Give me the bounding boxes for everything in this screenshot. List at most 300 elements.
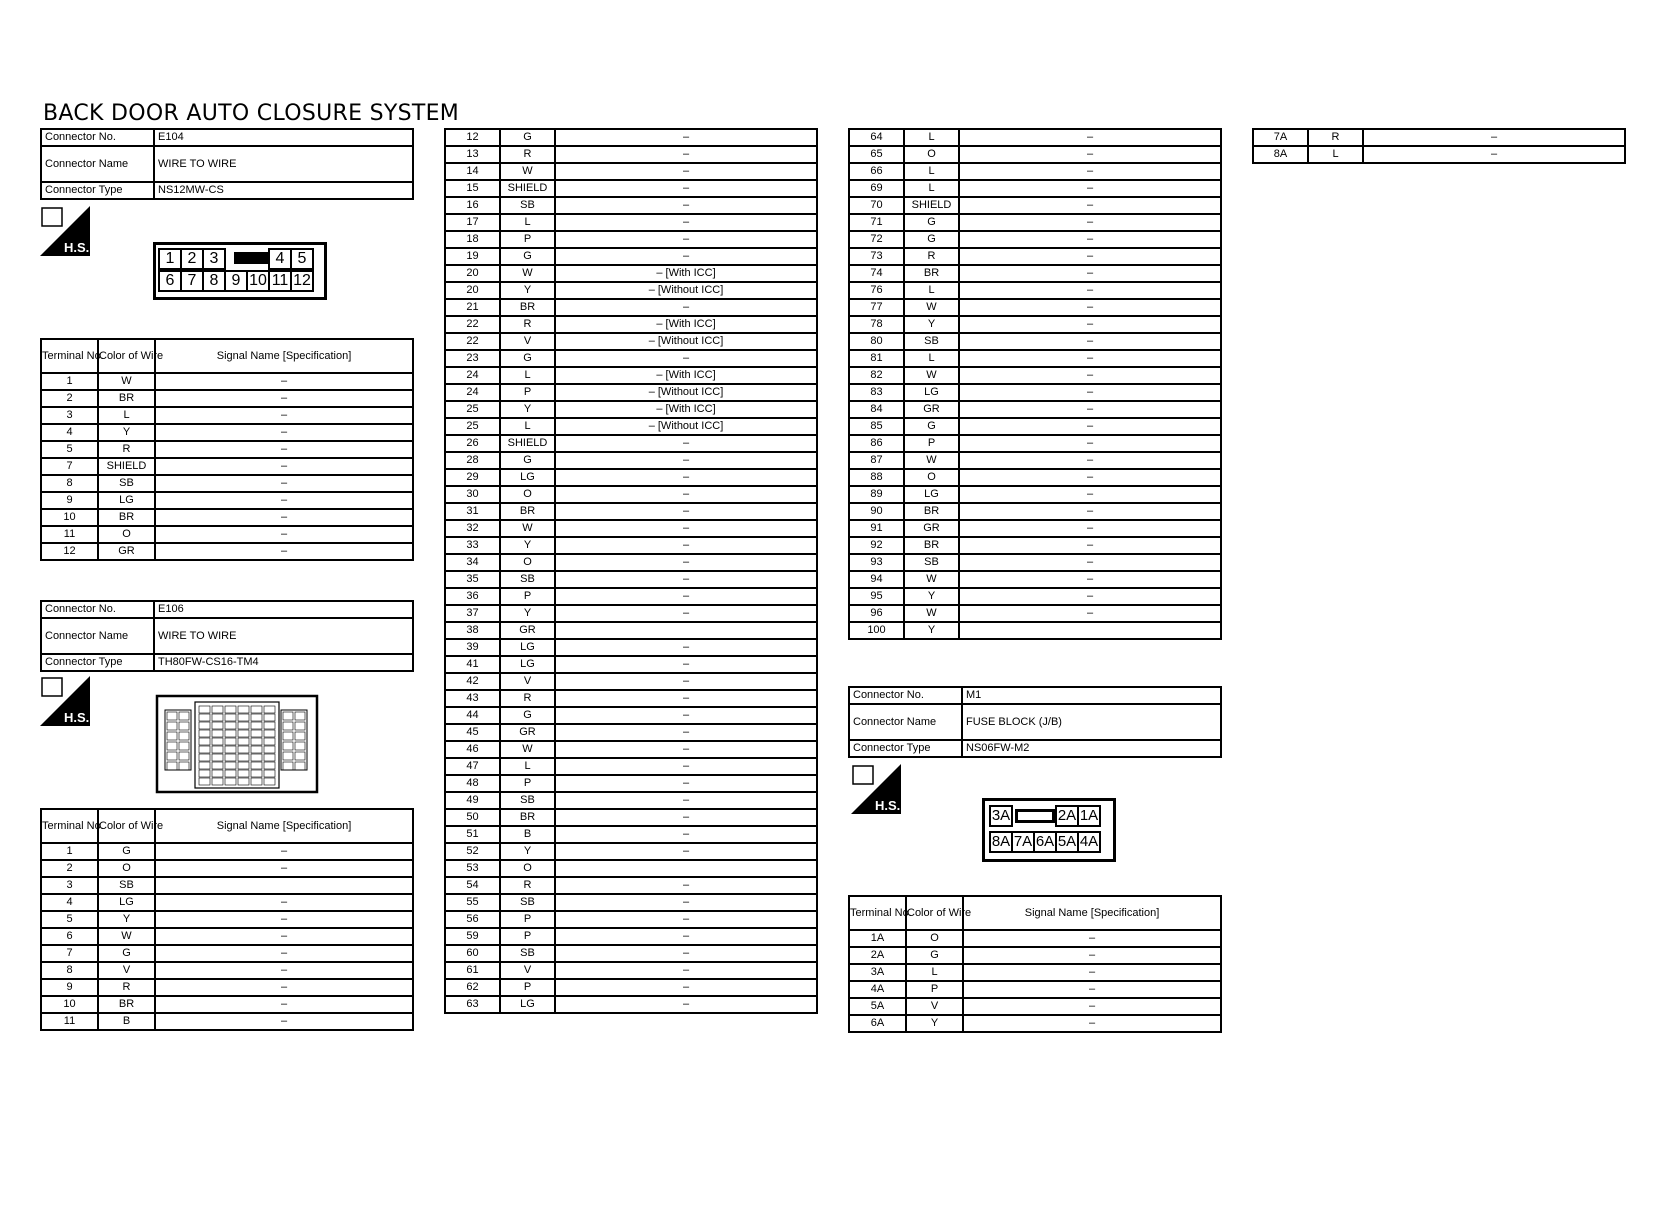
terminal-no-cell: 4	[41, 894, 98, 911]
column-2	[444, 128, 818, 1014]
table-row	[445, 622, 817, 639]
signal-name-cell: –	[959, 299, 1221, 316]
signal-name-cell: –	[555, 656, 817, 673]
table-row	[445, 588, 817, 605]
table-row	[849, 231, 1221, 248]
terminal-no-cell: 88	[849, 469, 904, 486]
table-row	[41, 843, 413, 860]
terminal-no-cell: 63	[445, 996, 500, 1013]
table-row	[445, 928, 817, 945]
terminal-no-cell: 86	[849, 435, 904, 452]
signal-name-cell: – [With ICC]	[555, 401, 817, 418]
signal-name-cell: –	[155, 928, 413, 945]
table-row	[445, 843, 817, 860]
terminal-no-cell: 37	[445, 605, 500, 622]
table-row	[445, 724, 817, 741]
table-row	[445, 894, 817, 911]
wire-color-cell: SB	[904, 333, 959, 350]
signal-name-cell: –	[555, 571, 817, 588]
terminal-no-cell: 13	[445, 146, 500, 163]
connector-no-value: M1	[962, 687, 1221, 704]
terminal-no-cell: 20	[445, 282, 500, 299]
connector-name-label: Connector Name	[849, 704, 962, 740]
column-1-table-e104	[40, 338, 414, 561]
wire-color-cell: V	[500, 333, 555, 350]
connector-pin: 4	[268, 248, 292, 270]
wire-color-cell: Y	[904, 316, 959, 333]
table-row	[849, 163, 1221, 180]
table-row	[849, 418, 1221, 435]
table-row	[849, 622, 1221, 639]
table-row	[445, 503, 817, 520]
wire-color-cell: SHIELD	[500, 435, 555, 452]
signal-name-cell: –	[555, 350, 817, 367]
table-row	[445, 639, 817, 656]
signal-name-cell: –	[555, 520, 817, 537]
terminal-no-cell: 72	[849, 231, 904, 248]
connector-pin: 10	[246, 270, 270, 292]
terminal-no-cell: 91	[849, 520, 904, 537]
signal-name-cell: –	[155, 390, 413, 407]
table-row	[445, 418, 817, 435]
terminal-no-cell: 90	[849, 503, 904, 520]
signal-name-cell	[555, 622, 817, 639]
signal-name-cell: –	[155, 945, 413, 962]
table-row	[445, 520, 817, 537]
wire-color-cell: L	[904, 129, 959, 146]
terminal-no-cell: 6	[41, 928, 98, 945]
color-of-wire-header: Color of Wire	[98, 339, 155, 373]
table-row	[41, 1013, 413, 1030]
connector-name-value: WIRE TO WIRE	[154, 618, 413, 654]
wire-color-cell: Y	[500, 282, 555, 299]
connector-pin: 8	[202, 270, 226, 292]
wire-color-cell: W	[904, 605, 959, 622]
wire-color-cell: SHIELD	[98, 458, 155, 475]
table-row	[849, 554, 1221, 571]
column-3	[848, 128, 1222, 640]
lock-tab-icon	[234, 252, 270, 264]
terminal-no-cell: 25	[445, 401, 500, 418]
wire-color-cell: R	[500, 877, 555, 894]
wire-color-cell: Y	[500, 843, 555, 860]
terminal-no-cell: 56	[445, 911, 500, 928]
table-row	[849, 367, 1221, 384]
terminal-no-cell: 46	[445, 741, 500, 758]
terminal-no-cell: 83	[849, 384, 904, 401]
table-row	[849, 605, 1221, 622]
wire-color-cell: BR	[500, 503, 555, 520]
connector-name-label: Connector Name	[41, 618, 154, 654]
signal-name-cell: –	[155, 543, 413, 560]
signal-name-cell	[959, 622, 1221, 639]
table-row	[445, 197, 817, 214]
signal-name-cell: –	[555, 469, 817, 486]
terminal-no-cell: 19	[445, 248, 500, 265]
terminal-no-cell: 20	[445, 265, 500, 282]
terminal-no-cell: 2A	[849, 947, 906, 964]
signal-name-cell: –	[555, 214, 817, 231]
wire-color-cell: SB	[500, 792, 555, 809]
signal-name-cell: –	[959, 503, 1221, 520]
wire-color-cell: LG	[500, 639, 555, 656]
wire-color-cell: SB	[500, 571, 555, 588]
table-row	[849, 333, 1221, 350]
table-row	[41, 543, 413, 560]
harness-side-icon	[40, 206, 90, 256]
lock-tab-icon	[1015, 809, 1055, 823]
signal-name-cell: –	[555, 741, 817, 758]
signal-name-cell	[555, 860, 817, 877]
table-row	[445, 452, 817, 469]
table-row	[445, 299, 817, 316]
terminal-no-cell: 45	[445, 724, 500, 741]
signal-name-cell: –	[555, 996, 817, 1013]
connector-type-label: Connector Type	[41, 654, 154, 671]
table-row	[41, 928, 413, 945]
table-row	[849, 248, 1221, 265]
wire-color-cell: W	[98, 373, 155, 390]
signal-name-cell: –	[555, 146, 817, 163]
signal-name-cell: –	[963, 981, 1221, 998]
wire-color-cell: O	[500, 860, 555, 877]
wire-color-cell: LG	[904, 384, 959, 401]
column-1	[40, 128, 414, 200]
terminal-no-cell: 82	[849, 367, 904, 384]
signal-name-cell: –	[959, 248, 1221, 265]
terminal-no-cell: 59	[445, 928, 500, 945]
table-row	[41, 492, 413, 509]
table-row	[849, 930, 1221, 947]
wire-color-cell: G	[500, 452, 555, 469]
signal-name-cell: –	[555, 775, 817, 792]
table-row	[445, 911, 817, 928]
terminal-no-cell: 11	[41, 1013, 98, 1030]
connector-info-e106	[40, 600, 414, 672]
table-row	[445, 248, 817, 265]
wire-color-cell: GR	[904, 401, 959, 418]
signal-name-cell: –	[155, 962, 413, 979]
table-row	[445, 707, 817, 724]
connector-pin: 7A	[1011, 831, 1035, 853]
wire-color-cell: G	[904, 214, 959, 231]
terminal-no-cell: 74	[849, 265, 904, 282]
terminal-no-cell: 32	[445, 520, 500, 537]
signal-name-cell: –	[959, 469, 1221, 486]
terminal-no-cell: 16	[445, 197, 500, 214]
hs-label: H.S.	[64, 710, 90, 725]
signal-name-cell: –	[555, 962, 817, 979]
column-1-e106	[40, 600, 414, 672]
signal-name-cell: –	[959, 367, 1221, 384]
wire-color-cell: R	[500, 316, 555, 333]
wire-color-cell: L	[98, 407, 155, 424]
terminal-no-cell: 47	[445, 758, 500, 775]
signal-name-cell: –	[959, 605, 1221, 622]
terminal-no-cell: 48	[445, 775, 500, 792]
wire-color-cell: P	[500, 231, 555, 248]
signal-name-cell: –	[959, 350, 1221, 367]
terminal-no-cell: 7	[41, 945, 98, 962]
table-row	[445, 316, 817, 333]
table-row	[849, 964, 1221, 981]
wire-color-cell: SB	[500, 197, 555, 214]
table-row	[849, 998, 1221, 1015]
table-row	[445, 792, 817, 809]
signal-name-cell: –	[155, 492, 413, 509]
terminal-no-cell: 54	[445, 877, 500, 894]
wire-color-cell: L	[904, 282, 959, 299]
signal-name-cell: –	[155, 424, 413, 441]
signal-name-cell: –	[555, 486, 817, 503]
table-row	[445, 129, 817, 146]
wire-color-cell: G	[500, 129, 555, 146]
column-4	[1252, 128, 1626, 164]
table-row	[41, 526, 413, 543]
terminal-no-cell: 36	[445, 588, 500, 605]
signal-name-cell: –	[959, 384, 1221, 401]
wire-color-cell: O	[500, 486, 555, 503]
signal-name-header: Signal Name [Specification]	[155, 809, 413, 843]
wire-color-cell: P	[500, 911, 555, 928]
table-row	[445, 214, 817, 231]
terminal-no-cell: 65	[849, 146, 904, 163]
wire-color-cell: GR	[500, 724, 555, 741]
hs-label: H.S.	[875, 798, 901, 813]
connector-name-value: FUSE BLOCK (J/B)	[962, 704, 1221, 740]
signal-name-cell: – [With ICC]	[555, 367, 817, 384]
table-row	[445, 826, 817, 843]
table-row	[445, 860, 817, 877]
connector-pin: 3	[202, 248, 226, 270]
table-row	[445, 673, 817, 690]
connector-pin: 8A	[989, 831, 1013, 853]
color-of-wire-header: Color of Wire	[906, 896, 963, 930]
signal-name-cell: –	[963, 947, 1221, 964]
signal-name-cell: –	[155, 894, 413, 911]
signal-name-cell: –	[555, 894, 817, 911]
table-row	[41, 458, 413, 475]
table-row	[445, 945, 817, 962]
wire-color-cell: W	[98, 928, 155, 945]
signal-name-cell: –	[959, 401, 1221, 418]
terminal-table-e106-cont2	[848, 128, 1222, 640]
wire-color-cell: BR	[904, 537, 959, 554]
terminal-no-cell: 78	[849, 316, 904, 333]
terminal-no-cell: 49	[445, 792, 500, 809]
wire-color-cell: W	[500, 163, 555, 180]
terminal-no-cell: 35	[445, 571, 500, 588]
signal-name-cell: –	[555, 231, 817, 248]
terminal-no-cell: 28	[445, 452, 500, 469]
terminal-no-cell: 3A	[849, 964, 906, 981]
wire-color-cell: R	[98, 441, 155, 458]
table-row	[445, 486, 817, 503]
wire-color-cell: G	[500, 248, 555, 265]
table-row	[41, 962, 413, 979]
terminal-no-cell: 96	[849, 605, 904, 622]
wire-color-cell: GR	[904, 520, 959, 537]
connector-pin: 6A	[1033, 831, 1057, 853]
table-row	[445, 350, 817, 367]
signal-name-cell: –	[555, 690, 817, 707]
signal-name-cell: –	[155, 979, 413, 996]
wire-color-cell: O	[98, 526, 155, 543]
terminal-no-cell: 3	[41, 877, 98, 894]
wire-color-cell: LG	[500, 656, 555, 673]
terminal-no-cell: 85	[849, 418, 904, 435]
terminal-no-cell: 76	[849, 282, 904, 299]
table-row	[41, 996, 413, 1013]
connector-pin: 3A	[989, 805, 1013, 827]
terminal-no-cell: 42	[445, 673, 500, 690]
signal-name-cell: –	[555, 792, 817, 809]
terminal-table-m1-cont	[1252, 128, 1626, 164]
terminal-no-cell: 14	[445, 163, 500, 180]
connector-no-label: Connector No.	[41, 601, 154, 618]
table-row	[445, 571, 817, 588]
table-row	[849, 452, 1221, 469]
table-row	[445, 962, 817, 979]
terminal-no-cell: 7A	[1253, 129, 1308, 146]
signal-name-cell: –	[555, 435, 817, 452]
signal-name-cell: –	[959, 588, 1221, 605]
table-row	[445, 877, 817, 894]
table-row	[849, 469, 1221, 486]
terminal-no-cell: 34	[445, 554, 500, 571]
signal-name-cell: –	[555, 673, 817, 690]
terminal-no-cell: 93	[849, 554, 904, 571]
wire-color-cell: SHIELD	[904, 197, 959, 214]
wire-color-cell: Y	[500, 401, 555, 418]
signal-name-cell: –	[555, 588, 817, 605]
wire-color-cell: W	[904, 367, 959, 384]
terminal-no-cell: 1	[41, 843, 98, 860]
wire-color-cell: LG	[98, 492, 155, 509]
wire-color-cell: SB	[904, 554, 959, 571]
terminal-no-cell: 62	[445, 979, 500, 996]
signal-name-cell: –	[155, 509, 413, 526]
wire-color-cell: B	[98, 1013, 155, 1030]
signal-name-cell: –	[555, 554, 817, 571]
signal-name-header: Signal Name [Specification]	[155, 339, 413, 373]
terminal-no-cell: 70	[849, 197, 904, 214]
wire-color-cell: V	[906, 998, 963, 1015]
terminal-no-cell: 10	[41, 509, 98, 526]
wire-color-cell: P	[904, 435, 959, 452]
signal-name-cell: –	[555, 809, 817, 826]
wire-color-cell: Y	[98, 424, 155, 441]
wire-color-cell: O	[500, 554, 555, 571]
wire-color-cell: LG	[500, 469, 555, 486]
signal-name-cell: –	[155, 526, 413, 543]
terminal-table-e104	[40, 338, 414, 561]
wire-color-cell: W	[904, 571, 959, 588]
terminal-no-cell: 69	[849, 180, 904, 197]
signal-name-cell: –	[555, 707, 817, 724]
terminal-no-cell: 50	[445, 809, 500, 826]
wire-color-cell: SB	[500, 894, 555, 911]
signal-name-cell: –	[155, 407, 413, 424]
table-row	[445, 231, 817, 248]
terminal-no-cell: 43	[445, 690, 500, 707]
signal-name-cell: – [With ICC]	[555, 316, 817, 333]
terminal-no-cell: 26	[445, 435, 500, 452]
terminal-no-cell: 61	[445, 962, 500, 979]
terminal-no-header: Terminal No.	[41, 339, 98, 373]
wire-color-cell: G	[904, 231, 959, 248]
terminal-table-e106	[40, 808, 414, 1031]
terminal-no-cell: 89	[849, 486, 904, 503]
terminal-no-cell: 53	[445, 860, 500, 877]
wire-color-cell: O	[904, 146, 959, 163]
signal-name-cell: –	[155, 458, 413, 475]
terminal-no-cell: 15	[445, 180, 500, 197]
terminal-no-cell: 8A	[1253, 146, 1308, 163]
table-row	[41, 894, 413, 911]
signal-name-cell: –	[959, 537, 1221, 554]
connector-info-m1	[848, 686, 1222, 758]
table-row	[849, 180, 1221, 197]
table-row	[445, 282, 817, 299]
signal-name-cell: –	[555, 877, 817, 894]
wire-color-cell: W	[500, 520, 555, 537]
signal-name-cell: –	[959, 316, 1221, 333]
table-row	[849, 146, 1221, 163]
wire-color-cell: G	[500, 350, 555, 367]
signal-name-cell: –	[555, 163, 817, 180]
signal-name-cell: –	[959, 418, 1221, 435]
column-1-table-e106	[40, 808, 414, 1031]
table-row	[445, 333, 817, 350]
table-row	[849, 214, 1221, 231]
signal-name-cell: –	[155, 996, 413, 1013]
terminal-no-cell: 31	[445, 503, 500, 520]
signal-name-cell: – [Without ICC]	[555, 418, 817, 435]
signal-name-cell: –	[963, 1015, 1221, 1032]
terminal-no-cell: 2	[41, 390, 98, 407]
table-row	[41, 860, 413, 877]
terminal-no-cell: 39	[445, 639, 500, 656]
table-row	[41, 441, 413, 458]
table-row	[445, 775, 817, 792]
terminal-no-cell: 87	[849, 452, 904, 469]
table-row	[849, 350, 1221, 367]
wire-color-cell: BR	[98, 996, 155, 1013]
table-row	[849, 1015, 1221, 1032]
terminal-no-cell: 71	[849, 214, 904, 231]
table-row	[445, 690, 817, 707]
table-row	[849, 981, 1221, 998]
connector-no-value: E106	[154, 601, 413, 618]
table-row	[445, 146, 817, 163]
wire-color-cell: Y	[906, 1015, 963, 1032]
signal-name-cell: –	[959, 231, 1221, 248]
wire-color-cell: P	[500, 775, 555, 792]
table-row	[445, 163, 817, 180]
table-row	[445, 554, 817, 571]
table-row	[445, 979, 817, 996]
terminal-table-m1	[848, 895, 1222, 1033]
terminal-no-cell: 24	[445, 384, 500, 401]
connector-type-label: Connector Type	[41, 182, 154, 199]
wire-color-cell: O	[904, 469, 959, 486]
terminal-no-cell: 21	[445, 299, 500, 316]
wire-color-cell: LG	[500, 996, 555, 1013]
wire-color-cell: R	[500, 146, 555, 163]
terminal-no-cell: 44	[445, 707, 500, 724]
signal-name-cell: –	[963, 998, 1221, 1015]
